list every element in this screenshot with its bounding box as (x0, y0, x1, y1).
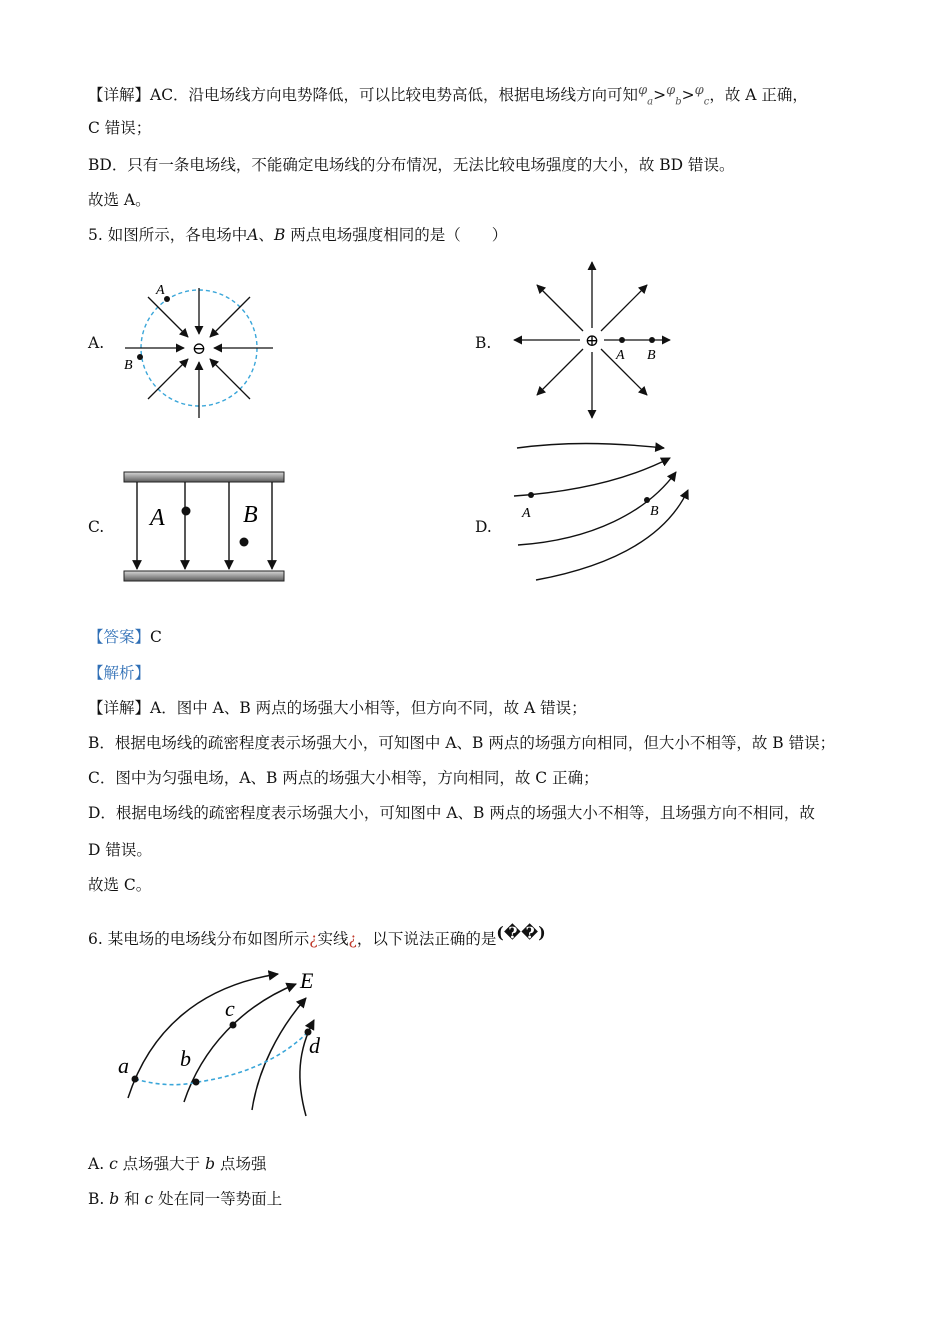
label-a: A (156, 283, 165, 298)
point-a-dot (132, 1076, 139, 1083)
q6-option-b-prefix: B. (88, 1190, 110, 1208)
label-b: B (124, 358, 133, 373)
label-e: E (300, 968, 314, 993)
label-b: B (650, 504, 659, 519)
q5-option-c-label: C. (88, 518, 105, 536)
q4-line4: 故选 A。 (88, 191, 151, 209)
label-d: d (309, 1033, 320, 1058)
field-line (128, 974, 278, 1098)
figure-c-uniform-field (122, 468, 287, 583)
q5-stem-prefix: 5. 如图所示，各电场中 (88, 226, 248, 244)
label-c: c (225, 996, 235, 1021)
point-b-dot (137, 354, 143, 360)
q5-point-a: A (247, 226, 259, 244)
gt-2: > (681, 86, 695, 105)
field-line (148, 359, 188, 399)
label-a: A (616, 348, 625, 363)
q6-option-a-mid: 点场强大于 (117, 1155, 206, 1173)
point-b-dot (240, 538, 249, 547)
q5-stem (88, 224, 507, 246)
q5-option-b-label: B. (475, 334, 492, 352)
q4-line2: C 错误； (88, 119, 152, 137)
q6-option-a (88, 1153, 266, 1175)
q5-answer (88, 626, 162, 648)
q6-stem-suffix: ，以下说法正确的是 (356, 930, 497, 948)
q5-sep: 、 (258, 226, 274, 244)
field-line (601, 285, 647, 331)
label-a: A (150, 505, 165, 531)
answer-value: C (150, 628, 162, 646)
point-b-dot (193, 1079, 200, 1086)
minus-charge-icon: ⊖ (191, 339, 207, 358)
q6-garble-2: ¿ (348, 930, 357, 948)
equipotential-curve (135, 1032, 308, 1085)
answer-tag: 【答案】 (88, 628, 151, 646)
q6-option-a-b: b (205, 1155, 216, 1173)
q6-option-b (88, 1188, 282, 1210)
field-line (517, 444, 664, 449)
sub-c: c (703, 96, 710, 108)
top-plate (124, 472, 284, 482)
q6-option-a-c: c (109, 1155, 118, 1173)
label-b: b (180, 1046, 191, 1071)
point-c-dot (230, 1022, 237, 1029)
q5-stem-suffix: 两点电场强度相同的是（ ） (285, 226, 508, 244)
q6-option-a-suffix: 点场强 (215, 1155, 267, 1173)
q6-paren: (��) (496, 923, 546, 942)
label-a: A (522, 506, 531, 521)
q6-option-a-prefix: A. (88, 1155, 110, 1173)
q5-explain-5: D 错误。 (88, 841, 152, 859)
field-line (210, 297, 250, 337)
phi-symbol: φ (638, 83, 648, 98)
q4-line1 (88, 80, 808, 113)
field-line (514, 458, 670, 496)
figure-q6-field-lines (110, 960, 350, 1125)
point-b-dot (644, 497, 650, 503)
q5-point-b: B (273, 226, 286, 244)
phi-symbol: φ (694, 83, 704, 98)
sub-a: a (647, 96, 654, 108)
point-a-dot (528, 492, 534, 498)
field-line (537, 285, 583, 331)
point-a-dot (619, 337, 625, 343)
bottom-plate (124, 571, 284, 581)
q5-explain-4: D．根据电场线的疏密程度表示场强大小，可知图中 A、B 两点的场强大小不相等，且场强方向不相同，故 (88, 804, 815, 822)
q6-option-b-suffix: 处在同一等势面上 (153, 1190, 283, 1208)
q5-explain-3: C．图中为匀强电场，A、B 两点的场强大小相等，方向相同，故 C 正确； (88, 769, 599, 787)
label-b: B (243, 502, 258, 528)
q5-option-d-label: D. (475, 518, 492, 536)
q6-option-b-c: c (144, 1190, 154, 1208)
field-line (210, 359, 250, 399)
point-a-dot (182, 507, 191, 516)
field-line (536, 490, 688, 580)
q6-stem (88, 922, 546, 950)
point-a-dot (164, 296, 170, 302)
q4-line1-suffix: ，故 A 正确， (709, 86, 808, 105)
point-b-dot (649, 337, 655, 343)
label-b: B (647, 348, 656, 363)
field-line (537, 349, 583, 395)
figure-d-curved-field (512, 440, 692, 590)
field-line (148, 297, 188, 337)
sub-b: b (675, 96, 682, 108)
plus-charge-icon: ⊕ (584, 331, 600, 350)
q4-line3: BD．只有一条电场线，不能确定电场线的分布情况，无法比较电场强度的大小，故 BD 错误。 (88, 156, 735, 174)
q6-option-b-b: b (109, 1190, 120, 1208)
figure-b-positive-charge (510, 258, 680, 423)
q5-explain-1: 【详解】A．图中 A、B 两点的场强大小相等，但方向不同，故 A 错误； (88, 699, 587, 717)
q6-stem-prefix: 6. 某电场的电场线分布如图所示 (88, 930, 310, 948)
q5-explain-6: 故选 C。 (88, 876, 152, 894)
q6-stem-mid: 实线 (317, 930, 349, 948)
q4-line1-text: 【详解】AC．沿电场线方向电势降低，可以比较电势高低，根据电场线方向可知 (88, 86, 639, 105)
gt-1: > (653, 86, 667, 105)
q6-option-b-mid: 和 (119, 1190, 145, 1208)
q6-garble-1: ¿ (309, 930, 318, 948)
q5-explain-2: B．根据电场线的疏密程度表示场强大小，可知图中 A、B 两点的场强方向相同，但大小不相等，故 B 错误； (88, 734, 836, 752)
figure-a-negative-charge (120, 270, 290, 430)
phi-symbol: φ (666, 83, 676, 98)
label-a: a (118, 1053, 129, 1078)
q5-option-a-label: A. (88, 334, 105, 352)
q5-analysis-tag: 【解析】 (88, 664, 151, 682)
